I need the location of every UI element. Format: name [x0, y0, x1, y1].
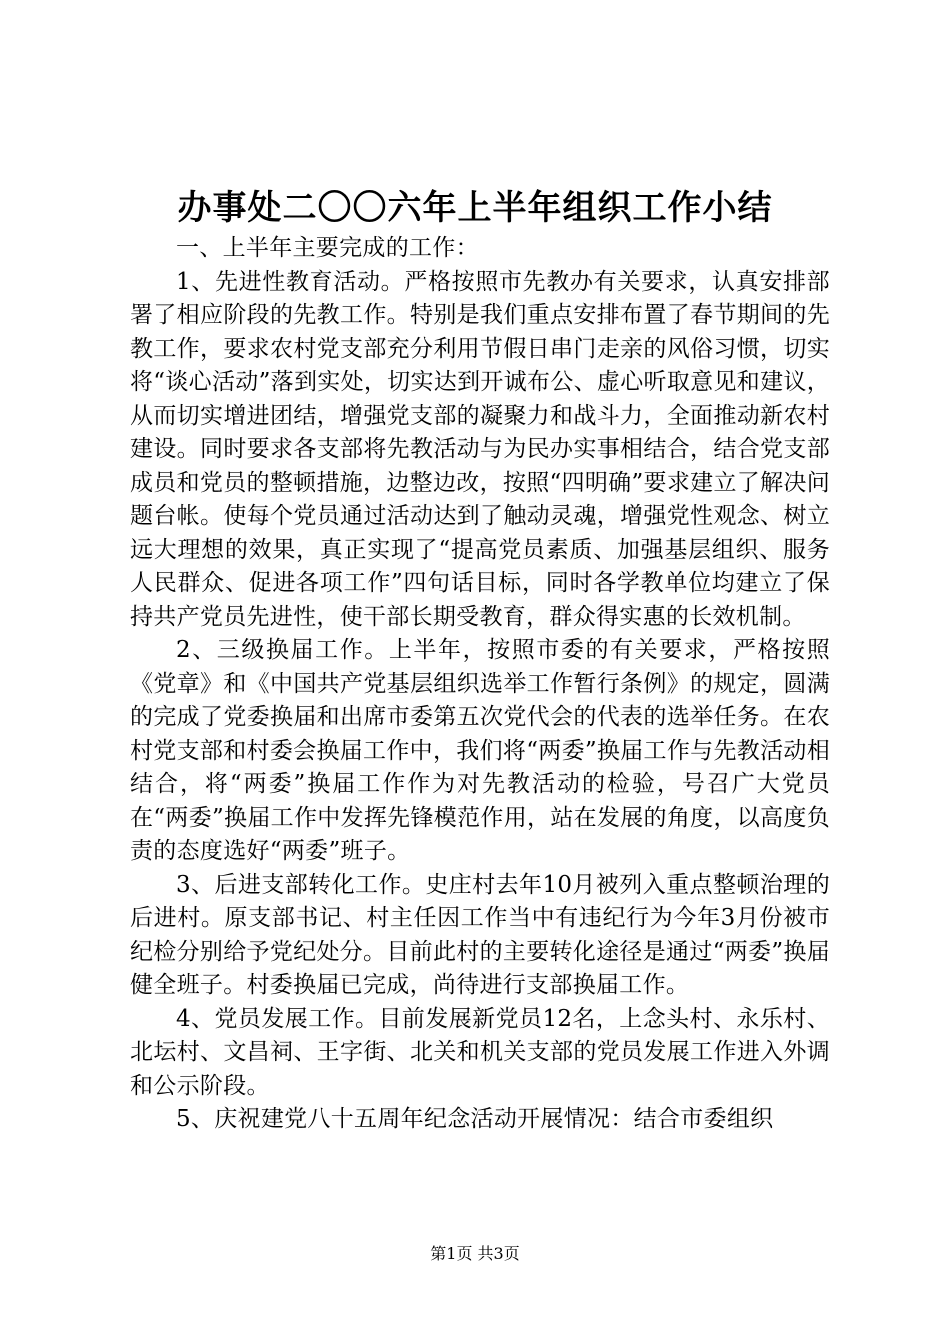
paragraph-item-2: 2、三级换届工作。上半年，按照市委的有关要求，严格按照《党章》和《中国共产党基层组织选举工作暂行条例》的规定，圆满的完成了党委换届和出席市委第五次党代会的代表的选举任务。在农村党支部和村委会换届工作中，我们将“两委”换届工作与先教活动相结合，将“两委”换届工作作为对先教活动的检验，号召广大党员在“两委”换届工作中发挥先锋模范作用，站在发展的角度，以高度负责的态度选好“两委”班子。: [130, 637, 830, 864]
paragraph-item-5: 5、庆祝建党八十五周年纪念活动开展情况：结合市委组织: [176, 1106, 774, 1132]
paragraph-section-heading: 一、上半年主要完成的工作：: [176, 235, 479, 261]
paragraph-item-3: 3、后进支部转化工作。史庄村去年10月被列入重点整顿治理的后进村。原支部书记、村主任因工作当中有违纪行为今年3月份被市纪检分别给予党纪处分。目前此村的主要转化途径是通过“两委”换届健全班子。村委换届已完成，尚待进行支部换届工作。: [130, 871, 830, 998]
page-number-footer: 第1页 共3页: [430, 1244, 520, 1263]
document-title: 办事处二〇〇六年上半年组织工作小结: [177, 188, 773, 228]
paragraph-item-1: 1、先进性教育活动。严格按照市先教办有关要求，认真安排部署了相应阶段的先教工作。特别是我们重点安排布置了春节期间的先教工作，要求农村党支部充分利用节假日串门走亲的风俗习惯，切实将“谈心活动”落到实处，切实达到开诚布公、虚心听取意见和建议，从而切实增进团结，增强党支部的凝聚力和战斗力，全面推动新农村建设。同时要求各支部将先教活动与为民办实事相结合，结合党支部成员和党员的整顿措施，边整边改，按照“四明确”要求建立了解决问题台帐。使每个党员通过活动达到了触动灵魂，增强党性观念、树立远大理想的效果，真正实现了“提高党员素质、加强基层组织、服务人民群众、促进各项工作”四句话目标，同时各学教单位均建立了保持共产党员先进性，使干部长期受教育，群众得实惠的长效机制。: [130, 268, 830, 630]
document-body: [130, 232, 830, 1137]
paragraph-item-4: 4、党员发展工作。目前发展新党员12名，上念头村、永乐村、北坛村、文昌祠、王字街、北关和机关支部的党员发展工作进入外调和公示阶段。: [130, 1005, 830, 1099]
